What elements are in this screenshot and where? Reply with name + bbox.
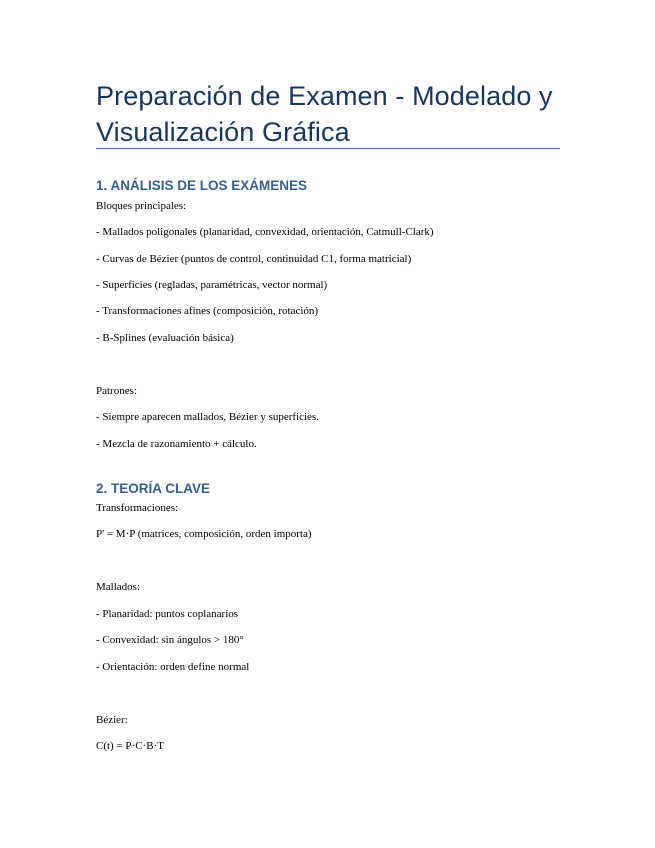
- transformations-formula: P' = M·P (matrices, composición, orden importa): [96, 528, 312, 540]
- transformations-label: Transformaciones:: [96, 502, 179, 514]
- document-title: Preparación de Examen - Modelado y Visualización Gráfica: [96, 81, 553, 147]
- mesh-item: - Convexidad: sin ángulos > 180°: [96, 634, 244, 646]
- pattern-item: - Mezcla de razonamiento + cálculo.: [96, 438, 257, 450]
- bezier-label: Bézier:: [96, 714, 128, 726]
- pattern-item: - Siempre aparecen mallados, Bézier y superficies.: [96, 411, 319, 423]
- block-item: - Curvas de Bézier (puntos de control, continuidad C1, forma matricial): [96, 253, 412, 265]
- mesh-item: - Planaridad: puntos coplanarios: [96, 608, 239, 620]
- block-item: - B-Splines (evaluación básica): [96, 332, 234, 344]
- mesh-item: - Orientación: orden define normal: [96, 661, 250, 673]
- patterns-label: Patrones:: [96, 385, 137, 397]
- block-item: - Superficies (regladas, paramétricas, vector normal): [96, 279, 328, 291]
- meshes-label: Mallados:: [96, 581, 140, 593]
- section-1-heading: 1. ANÁLISIS DE LOS EXÁMENES: [96, 178, 308, 193]
- bezier-formula: C(t) = P·C·B·T: [96, 740, 164, 752]
- blocks-label: Bloques principales:: [96, 200, 187, 212]
- block-item: - Mallados poligonales (planaridad, convexidad, orientación, Catmull-Clark): [96, 226, 434, 238]
- title-divider: [96, 148, 560, 149]
- block-item: - Transformaciones afines (composición, rotación): [96, 305, 319, 317]
- section-2-heading: 2. TEORÍA CLAVE: [96, 481, 211, 496]
